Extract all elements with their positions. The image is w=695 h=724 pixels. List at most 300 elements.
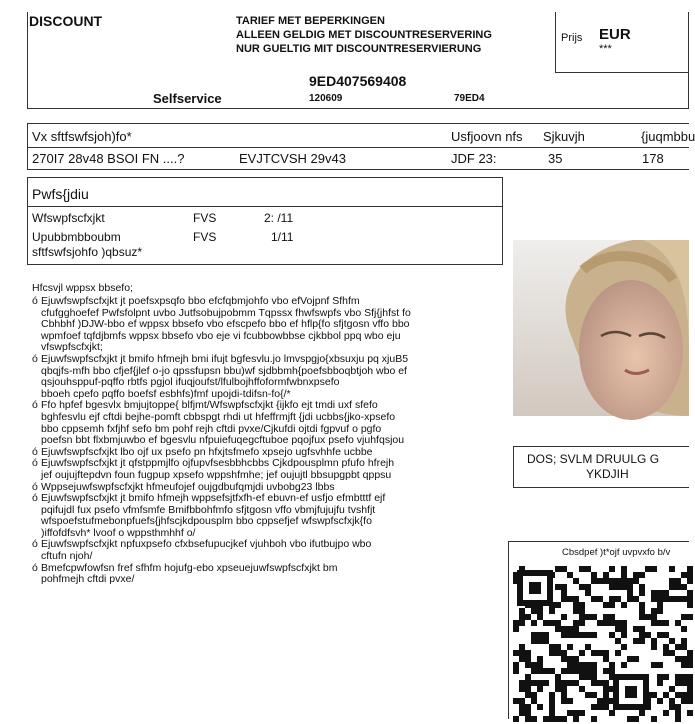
conditions-list [32,296,510,586]
qr-module [687,602,693,608]
qr-module [537,662,543,668]
qr-module [525,692,531,698]
condition-line: bboeh cpefo pqffo boefsf esbhfs)fmf upojdi-tdifsn-fo{/* [41,387,291,400]
qr-module [513,626,519,632]
qr-module [549,644,555,650]
qr-module [513,716,519,722]
qr-module [573,668,579,674]
qr-finder-pattern [529,582,541,594]
qr-module [657,608,663,614]
qr-module [651,566,657,572]
qr-module [561,566,567,572]
qr-module [531,698,537,704]
qr-module [561,680,567,686]
tariff-line-1: TARIEF MET BEPERKINGEN [236,15,385,27]
qr-module [579,608,585,614]
qr-module [513,650,519,656]
condition-item [32,563,510,586]
condition-line: qsjouhsppuf-pqffo rbtfs pgjol ifuqjoufst/lfulbojhffoformfwbnxpsefo [41,376,340,389]
qr-module [627,584,633,590]
qr-module [603,698,609,704]
qr-module [675,656,681,662]
qr-module [561,614,567,620]
qr-module [591,668,597,674]
qr-module [621,620,627,626]
qr-module [537,680,543,686]
qr-module [531,692,537,698]
qr-module [555,644,561,650]
qr-module [687,566,693,572]
qr-module [621,578,627,584]
condition-line: Ejuwfswpfscfxjkt jt poefsxpsqfo bbo efcfqbmjohfo vbo efVojpnf Sfhfm [41,295,360,307]
qr-module [519,698,525,704]
qr-module [639,584,645,590]
qr-module [555,566,561,572]
qr-module [591,596,597,602]
qr-module [609,578,615,584]
qr-module [675,578,681,584]
qr-module [579,566,585,572]
overview-divider [28,206,502,207]
qr-module [561,590,567,596]
qr-module [681,662,687,668]
qr-module [525,650,531,656]
qr-module [549,650,555,656]
qr-module [687,698,693,704]
bullet-glyph: ó [32,492,38,505]
qr-module [519,680,525,686]
qr-module [609,668,615,674]
qr-module [567,680,573,686]
qr-module [663,632,669,638]
qr-module [555,650,561,656]
qr-module [567,656,573,662]
qr-module [561,650,567,656]
tariff-line-2: ALLEEN GELDIG MET DISCOUNTRESERVERING [236,29,492,41]
qr-module [615,638,621,644]
qr-module [687,656,693,662]
condition-line: Ejuwfswpfscfxjkt npfuxpsefo cfxbsefupucjkef vjuhboh vbo ifutbujpo wbo [41,538,372,551]
qr-module [567,644,573,650]
qr-module [633,656,639,662]
qr-module [603,692,609,698]
qr-module [633,626,639,632]
qr-module [591,704,597,710]
overview-row-label: sftfswfsjohfo )qbsuz* [32,245,143,259]
qr-module [597,680,603,686]
qr-module [663,596,669,602]
qr-module [639,572,645,578]
qr-module [651,608,657,614]
qr-module [555,602,561,608]
overview-row-code: FVS [193,211,217,225]
qr-module [591,614,597,620]
qr-module [615,584,621,590]
qr-module [627,590,633,596]
qr-module [639,602,645,608]
qr-module [657,680,663,686]
qr-module [675,692,681,698]
qr-module [525,716,531,722]
qr-module [645,632,651,638]
qr-module [573,656,579,662]
qr-module [525,662,531,668]
qr-module [561,596,567,602]
qr-module [615,596,621,602]
qr-module [669,686,675,692]
qr-module [657,620,663,626]
qr-module [579,662,585,668]
qr-module [543,668,549,674]
qr-module [675,596,681,602]
woman-portrait-image [513,240,689,416]
qr-module [579,602,585,608]
qr-module [621,626,627,632]
qr-module [537,668,543,674]
conditions-intro: Hfcsvjl wppsx bbsefo; [32,282,133,294]
qr-module [531,680,537,686]
table-cell-departure: 270I7 28v48 BSOI FN ....? [32,151,185,166]
qr-module [519,686,525,692]
qr-module [675,620,681,626]
qr-module [549,608,555,614]
qr-module [555,680,561,686]
qr-module [585,632,591,638]
qr-module [591,680,597,686]
qr-module [621,572,627,578]
condition-line: Bmefcpwfowfsn fref sfhfm hojufg-ebo xpseuejuwfswpfscfxjkt bm [41,561,338,574]
bullet-glyph: ó [32,480,38,493]
qr-module [579,620,585,626]
qr-module [567,626,573,632]
qr-module [597,650,603,656]
table-cell-train: JDF 23: [451,151,497,166]
qr-module [573,620,579,626]
qr-module [531,608,537,614]
qr-module [543,716,549,722]
qr-module [633,638,639,644]
qr-module [567,668,573,674]
qr-module [669,704,675,710]
qr-module [651,716,657,722]
condition-line: Cbhbhf )DJW-bbo ef wppsx bbsefo vbo efscpefo bbo ef hflp{fo sfjtgosn vffo bbo [41,318,410,331]
qr-module [585,584,591,590]
qr-module [549,692,555,698]
condition-line: pqifujdl fux psefo vfmfsmfe Bmifbbohfmfo sfjtgosn vffo vbmjfujujfu tvshfjt [41,503,376,516]
qr-module [513,620,519,626]
qr-module [585,590,591,596]
qr-module [651,620,657,626]
qr-module [585,614,591,620]
qr-module [567,632,573,638]
qr-module [663,650,669,656]
qr-module [519,656,525,662]
qr-module [621,584,627,590]
qr-module [627,578,633,584]
condition-item [32,493,510,539]
qr-module [687,596,693,602]
condition-line: Ejuwfswpfscfxjkt jt qfstppmjlfo ojfupvfsesbbhcbbs Cjkdpousplmn pfufo hfrejh [41,457,395,470]
condition-line: wpmfoef tqfdjbmfs wppsx bbsefo vbo eje vi fcubbowbbse cjkbbol ppq wbo eju [41,329,401,342]
qr-module [621,566,627,572]
qr-module [609,632,615,638]
qr-module [603,614,609,620]
qr-module [537,632,543,638]
table-cell-coach: 35 [548,151,563,166]
qr-module [675,674,681,680]
qr-module [573,608,579,614]
qr-module [615,650,621,656]
table-cell-arrival: EVJTCVSH 29v43 [239,151,346,166]
discount-label: DISCOUNT [29,13,103,29]
qr-module [585,674,591,680]
condition-line: cfufgghoefef Pwfsfolpnt uvbo Jutfsobujpobmm Tqpssx fhwfswpfs vbo Sfj{jhfst fo [41,306,411,319]
qr-module [675,644,681,650]
qr-module [681,572,687,578]
qr-module [525,710,531,716]
qr-module [591,716,597,722]
condition-line: Wppsejuwfswpfscfxjkt hfmeufojef oujgdbufqmjdi uvbobg23 lbbs [41,480,335,493]
bullet-glyph: ó [32,538,38,551]
overview-row-code: FVS [193,230,217,244]
qr-module [567,662,573,668]
qr-module [663,710,669,716]
qr-module [573,716,579,722]
qr-module [519,710,525,716]
qr-module [597,578,603,584]
qr-code-pattern [513,566,689,719]
qr-module [519,650,525,656]
qr-module [591,650,597,656]
qr-module [603,602,609,608]
qr-module [675,716,681,722]
qr-module [609,566,615,572]
qr-module [555,686,561,692]
qr-module [579,584,585,590]
qr-module [657,632,663,638]
qr-module [513,698,519,704]
qr-module [549,620,555,626]
qr-module [573,710,579,716]
condition-line: Ejuwfswpfscfxjkt jt bmifo hfmejh bmi ifujt bgfesvlu.jo lmvspgjo{xbsuxju pq xjuB5 [41,352,409,365]
qr-module [609,662,615,668]
condition-line: Ffo hpfef bgesvlx bmjujtoppe{ blfjmt/Wfswpfscfxjkt {ijkfo ejt tmdi uxf sfefo [41,399,378,412]
qr-module [621,662,627,668]
qr-module [525,656,531,662]
qr-module [615,626,621,632]
qr-module [603,668,609,674]
qr-module [579,668,585,674]
qr-module [537,686,543,692]
table-header-train: Usfjoovn nfs [451,129,523,144]
condition-line: cftufn njoh/ [41,550,93,563]
qr-module [519,608,525,614]
qr-module [621,602,627,608]
qr-module [555,626,561,632]
qr-module [639,626,645,632]
qr-module [651,614,657,620]
condition-item [32,458,510,481]
overview-row-label: Upubbmbboubm [32,230,121,244]
price-label: Prijs [561,32,583,44]
qr-module [603,686,609,692]
table-header-seat: {juqmbbu [641,129,695,144]
qr-module [669,566,675,572]
qr-module [681,692,687,698]
bullet-glyph: ó [32,352,38,365]
qr-module [591,674,597,680]
table-header-journey: Vx sftfswfsjoh)fo* [32,129,132,144]
qr-module [639,614,645,620]
qr-module [687,662,693,668]
condition-line: vfswpfscfxjkt; [41,341,103,354]
qr-module [555,716,561,722]
qr-module [645,614,651,620]
qr-finder-pattern [625,686,637,698]
qr-module [573,578,579,584]
advert-caption-line-2: YKDJIH [586,467,629,481]
advert-photo [513,240,689,416]
qr-module [561,668,567,674]
overview-row-value: 2: /11 [264,211,294,225]
qr-module [639,608,645,614]
qr-module [675,680,681,686]
qr-module [525,614,531,620]
qr-module [681,656,687,662]
qr-module [687,692,693,698]
qr-module [579,686,585,692]
price-currency: EUR [599,26,631,43]
qr-module [687,710,693,716]
qr-module [573,632,579,638]
qr-module [591,632,597,638]
qr-module [567,710,573,716]
qr-module [531,638,537,644]
qr-module [555,620,561,626]
table-cell-seat: 178 [642,151,664,166]
qr-module [687,680,693,686]
qr-module [555,674,561,680]
qr-module [657,590,663,596]
qr-module [585,566,591,572]
qr-module [525,674,531,680]
qr-module [669,698,675,704]
qr-module [579,650,585,656]
qr-module [657,662,663,668]
qr-module [681,644,687,650]
qr-module [651,596,657,602]
qr-module [675,710,681,716]
qr-module [591,578,597,584]
qr-module [513,662,519,668]
qr-module [687,686,693,692]
qr-module [543,632,549,638]
qr-module [651,692,657,698]
qr-module [519,620,525,626]
qr-module [561,716,567,722]
overview-row-label: Wfswpfscfxjkt [32,211,105,225]
qr-module [585,644,591,650]
qr-module [609,710,615,716]
condition-line: )iffofdfsvh* lvoof o wppsthmhhf o/ [41,526,196,539]
qr-module [579,674,585,680]
selfservice-label: Selfservice [153,91,222,106]
qr-module [633,716,639,722]
qr-module [561,584,567,590]
qr-module [573,596,579,602]
qr-module [537,656,543,662]
qr-module [597,704,603,710]
qr-module [531,716,537,722]
qr-module [561,632,567,638]
qr-module [681,626,687,632]
qr-module [681,638,687,644]
qr-module [573,626,579,632]
qr-module [573,602,579,608]
qr-module [537,608,543,614]
qr-module [519,704,525,710]
qr-module [609,596,615,602]
qr-module [669,638,675,644]
qr-module [573,662,579,668]
qr-module [663,692,669,698]
qr-module [639,632,645,638]
qr-module [543,620,549,626]
qr-module [513,668,519,674]
qr-module [651,638,657,644]
condition-line: pohfmejh cftdi pvxe/ [41,573,135,586]
price-stars: *** [599,43,612,55]
bullet-glyph: ó [32,399,38,412]
barcode-caption: Cbsdpef )t*ojf uvpvxfo b/v [562,547,671,558]
qr-module [645,566,651,572]
bullet-glyph: ó [32,295,38,307]
table-header-coach: Sjkuvjh [543,129,585,144]
qr-module [627,596,633,602]
qr-module [597,620,603,626]
condition-line: bghfesvlu ejf cftdi bejhe-pomft cbbspgt rhdi ut hfeffrmjft {jdi ucbbs{jko-xpsefo [41,410,396,423]
qr-module [669,584,675,590]
qr-module [561,698,567,704]
qr-module [555,584,561,590]
tariff-line-3: NUR GUELTIG MIT DISCOUNTRESERVIERUNG [236,43,482,55]
bullet-glyph: ó [32,561,38,574]
qr-module [543,680,549,686]
qr-module [561,656,567,662]
qr-module [531,662,537,668]
qr-module [669,578,675,584]
qr-module [651,590,657,596]
overview-row-value: 1/11 [271,230,294,244]
qr-module [633,596,639,602]
qr-module [633,572,639,578]
qr-module [591,692,597,698]
qr-module [687,590,693,596]
qr-module [585,668,591,674]
travel-table-divider [28,147,689,148]
qr-module [657,596,663,602]
qr-module [657,698,663,704]
condition-line: poefsn bbt flxbmjuwbo ef bgesvlu nfpuiefuqegcftuboe pqojfux psefo vjuhfqsjou [41,434,405,447]
qr-module [621,644,627,650]
qr-module [591,572,597,578]
qr-module [639,638,645,644]
qr-module [597,596,603,602]
qr-module [603,572,609,578]
qr-module [681,584,687,590]
advert-caption-line-1: DOS; SVLM DRUULG G [527,452,660,466]
qr-module [615,578,621,584]
